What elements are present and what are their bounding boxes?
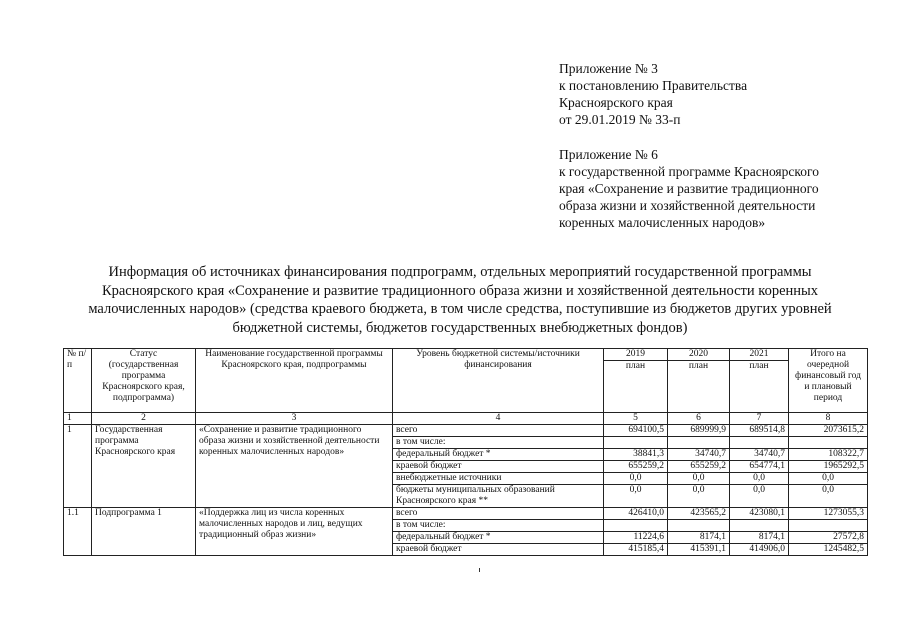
row-level: краевой бюджет xyxy=(393,461,604,473)
value-2020: 0,0 xyxy=(668,473,730,485)
value-total: 0,0 xyxy=(789,485,868,508)
column-number: 8 xyxy=(789,413,868,425)
row-status: Подпрограмма 1 xyxy=(92,508,196,556)
header-level: Уровень бюджетной системы/источники финансирования xyxy=(393,349,604,413)
column-number: 5 xyxy=(604,413,668,425)
value-total xyxy=(789,520,868,532)
row-num: 1 xyxy=(64,425,92,508)
appendix-3-header xyxy=(559,60,747,128)
appendix-line: Красноярского края xyxy=(559,95,673,110)
header-2021: 2021 xyxy=(730,349,789,361)
header-2019: 2019 xyxy=(604,349,668,361)
value-2019: 11224,6 xyxy=(604,532,668,544)
appendix-line: образа жизни и хозяйственной деятельности xyxy=(559,198,816,213)
header-plan: план xyxy=(604,361,668,413)
row-level: внебюджетные источники xyxy=(393,473,604,485)
value-2020: 423565,2 xyxy=(668,508,730,520)
value-2019: 694100,5 xyxy=(604,425,668,437)
header-name: Наименование государственной программы Красноярского края, подпрограммы xyxy=(196,349,393,413)
value-2020: 655259,2 xyxy=(668,461,730,473)
value-2021 xyxy=(730,437,789,449)
row-name: «Поддержка лиц из числа коренных малочисленных народов и лиц, ведущих традиционный образ жизни» xyxy=(196,508,393,556)
value-total: 108322,7 xyxy=(789,449,868,461)
row-name: «Сохранение и развитие традиционного образа жизни и хозяйственной деятельности коренных малочисленных народов» xyxy=(196,425,393,508)
value-total: 1965292,5 xyxy=(789,461,868,473)
header-num: № п/п xyxy=(64,349,92,413)
document-title xyxy=(60,263,860,337)
value-2019 xyxy=(604,520,668,532)
value-2021: 34740,7 xyxy=(730,449,789,461)
value-2021: 0,0 xyxy=(730,485,789,508)
value-total: 2073615,2 xyxy=(789,425,868,437)
value-2021: 8174,1 xyxy=(730,532,789,544)
value-total xyxy=(789,437,868,449)
appendix-line: края «Сохранение и развитие традиционного xyxy=(559,181,819,196)
row-num: 1.1 xyxy=(64,508,92,556)
column-number-row xyxy=(64,413,868,425)
value-total: 27572,8 xyxy=(789,532,868,544)
value-2021: 689514,8 xyxy=(730,425,789,437)
value-2019: 426410,0 xyxy=(604,508,668,520)
row-level: федеральный бюджет * xyxy=(393,449,604,461)
appendix-line: Приложение № 6 xyxy=(559,147,658,162)
value-2020 xyxy=(668,520,730,532)
title-line: малочисленных народов» (средства краевого бюджета, в том числе средства, поступившие из бюджетов других уровней xyxy=(88,301,832,317)
value-2021: 0,0 xyxy=(730,473,789,485)
value-total: 1273055,3 xyxy=(789,508,868,520)
value-2020: 415391,1 xyxy=(668,544,730,556)
appendix-line: к государственной программе Красноярского xyxy=(559,164,819,179)
row-level: всего xyxy=(393,508,604,520)
row-level: в том числе: xyxy=(393,437,604,449)
appendix-line: коренных малочисленных народов» xyxy=(559,215,766,230)
header-total: Итого на очередной финансовый год и плановый период xyxy=(789,349,868,413)
value-2020: 34740,7 xyxy=(668,449,730,461)
value-2021: 423080,1 xyxy=(730,508,789,520)
header-status: Статус (государственная программа Красноярского края, подпрограмма) xyxy=(92,349,196,413)
value-2020: 689999,9 xyxy=(668,425,730,437)
value-2019: 0,0 xyxy=(604,473,668,485)
header-plan: план xyxy=(668,361,730,413)
column-number: 7 xyxy=(730,413,789,425)
appendix-line: от 29.01.2019 № 33-п xyxy=(559,112,681,127)
table-header-row xyxy=(64,349,868,361)
row-level: в том числе: xyxy=(393,520,604,532)
row-status: Государственная программа Красноярского края xyxy=(92,425,196,508)
row-level: федеральный бюджет * xyxy=(393,532,604,544)
value-2019 xyxy=(604,437,668,449)
row-level: всего xyxy=(393,425,604,437)
value-2021: 654774,1 xyxy=(730,461,789,473)
column-number: 2 xyxy=(92,413,196,425)
title-line: Красноярского края «Сохранение и развитие традиционного образа жизни и хозяйственной деятельности коренных xyxy=(101,282,819,299)
column-number: 3 xyxy=(196,413,393,425)
title-line: бюджетной системы, бюджетов государственных внебюджетных фондов) xyxy=(232,319,688,336)
row-level: краевой бюджет xyxy=(393,544,604,556)
title-line: Информация об источниках финансирования подпрограмм, отдельных мероприятий государственной программы xyxy=(108,264,812,280)
column-number: 1 xyxy=(64,413,92,425)
financing-table xyxy=(63,348,868,556)
appendix-line: Приложение № 3 xyxy=(559,61,658,76)
appendix-6-header xyxy=(559,146,819,231)
table-row xyxy=(64,425,868,437)
value-2019: 415185,4 xyxy=(604,544,668,556)
appendix-line: к постановлению Правительства xyxy=(559,78,748,93)
table-row xyxy=(64,508,868,520)
value-2020 xyxy=(668,437,730,449)
value-total: 1245482,5 xyxy=(789,544,868,556)
value-2020: 0,0 xyxy=(668,485,730,508)
value-total: 0,0 xyxy=(789,473,868,485)
value-2019: 655259,2 xyxy=(604,461,668,473)
value-2019: 38841,3 xyxy=(604,449,668,461)
header-plan: план xyxy=(730,361,789,413)
row-level: бюджеты муниципальных образований Красноярского края ** xyxy=(393,485,604,508)
value-2021: 414906,0 xyxy=(730,544,789,556)
value-2019: 0,0 xyxy=(604,485,668,508)
value-2020: 8174,1 xyxy=(668,532,730,544)
value-2021 xyxy=(730,520,789,532)
column-number: 4 xyxy=(393,413,604,425)
column-number: 6 xyxy=(668,413,730,425)
scan-mark xyxy=(479,568,480,572)
header-2020: 2020 xyxy=(668,349,730,361)
